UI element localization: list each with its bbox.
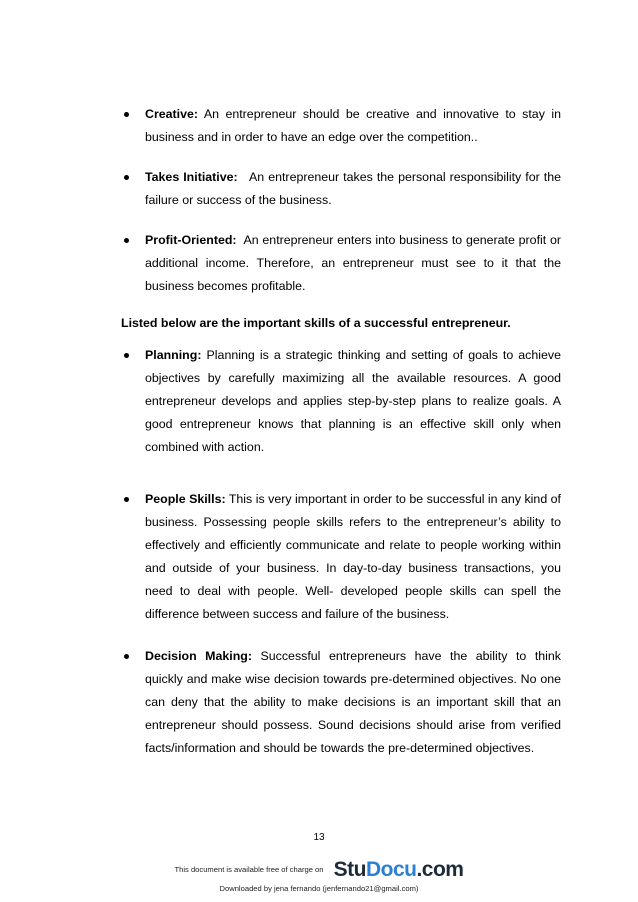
bullet-icon [124,654,129,659]
list-item [121,103,561,149]
skill-description: This is very important in order to be successful in any kind of business. Possessing people skills refers to the entrepreneur’s ability to effectively and efficiently communicate and relate to people working within and outside of your business. In day-to-day business transactions, you need to deal with people. Well- developed people skills can spell the difference between success and failure of the business. [145,492,561,621]
logo-com: .com [416,858,464,881]
list-item [121,488,561,626]
bullet-icon [124,238,129,243]
logo-docu: Docu [365,858,417,881]
footer-available-text: This document is available free of charge on [174,865,324,874]
trait-term: Profit-Oriented: [145,233,237,247]
trait-term: Takes Initiative: [145,170,238,184]
bullet-icon [124,112,129,117]
bullet-icon [124,175,129,180]
skill-term: Decision Making: [145,649,252,663]
list-item-text [145,488,561,626]
bullet-icon [124,497,129,502]
list-item [121,166,561,212]
trait-description: An entrepreneur takes the personal responsibility for the failure or success of the business. [145,170,561,207]
list-item [121,344,561,459]
skill-description: Planning is a strategic thinking and setting of goals to achieve objectives by carefully maximizing all the available resources. A good entrepreneur develops and applies step-by-step plans to realize goals. A good entrepreneur knows that planning is an effective skill only when combined with action. [145,348,561,454]
skill-term: Planning: [145,348,202,362]
skill-term: People Skills: [145,492,226,506]
trait-term: Creative: [145,107,199,121]
trait-description: An entrepreneur enters into business to generate profit or additional income. Therefore, an entrepreneur must see to it that the business becomes profitable. [145,233,562,293]
list-item [121,229,561,298]
bullet-icon [124,353,129,358]
footer-downloaded-by: Downloaded by jena fernando (jenfernando21@gmail.com) [219,884,419,893]
list-item-text [145,344,561,459]
list-item-text [145,103,561,149]
footer-availability [0,858,638,882]
skills-heading: Listed below are the important skills of a successful entrepreneur. [121,316,511,330]
logo-stu: Stu [333,858,366,881]
page-number: 13 [313,832,325,843]
list-item-text [145,166,561,212]
list-item-text [145,645,561,760]
skill-description: Successful entrepreneurs have the ability to think quickly and make wise decision towards pre-determined objectives. No one can deny that the ability to make decisions is an important skill that an entrepreneur should possess. Sound decisions should arise from verified facts/information and should be towards the pre-determined objectives. [145,649,561,755]
studocu-logo[interactable] [334,858,464,882]
traits-list [121,103,561,315]
list-item [121,645,561,760]
skills-list [121,344,561,760]
trait-description: An entrepreneur should be creative and innovative to stay in business and in order to have an edge over the competition.. [145,107,562,144]
list-item-text [145,229,561,298]
